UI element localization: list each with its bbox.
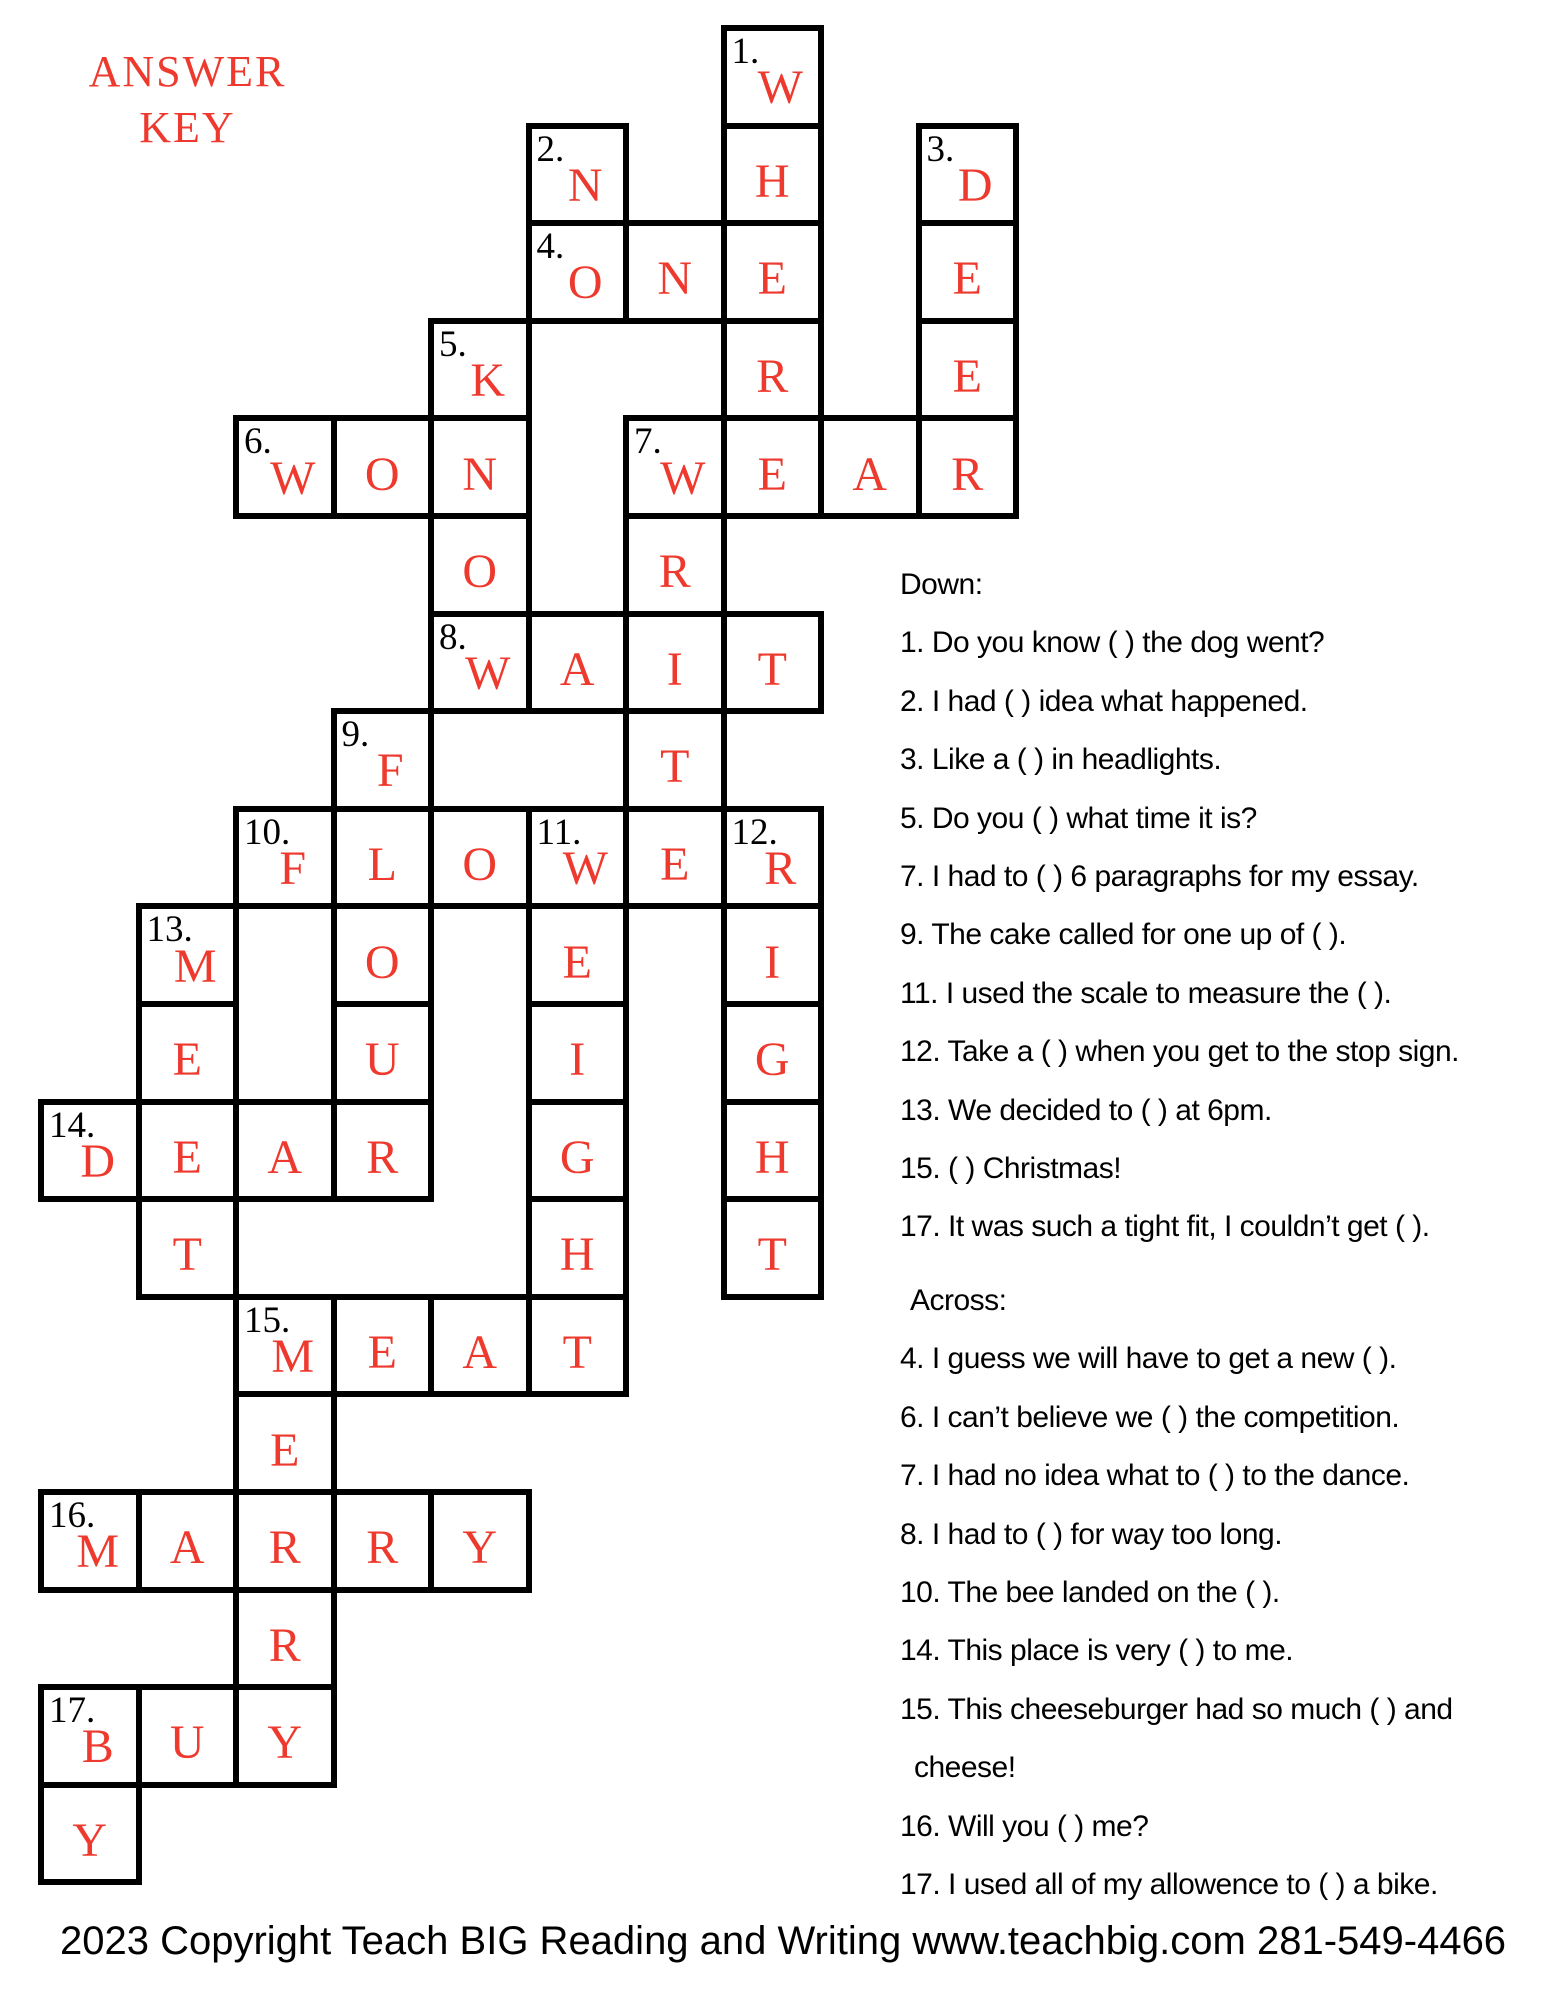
down-header: Down:: [900, 568, 983, 601]
copyright-footer: 2023 Copyright Teach BIG Reading and Writing www.teachbig.com 281-549-4466: [60, 1919, 1507, 1963]
cell-number: 16.: [49, 1495, 96, 1536]
cell-letter: W: [757, 61, 803, 115]
grid-cell: [428, 1489, 532, 1593]
grid-cell: [623, 220, 727, 324]
cell-letter: O: [462, 545, 498, 599]
grid-cell: [428, 611, 532, 715]
cell-letter: E: [757, 447, 787, 501]
cell-letter: D: [80, 1134, 116, 1188]
grid-cell: [233, 1099, 337, 1203]
cell-letter: M: [271, 1330, 315, 1384]
grid-cell: [526, 806, 630, 910]
cell-letter: A: [169, 1521, 205, 1575]
cell-letter: E: [757, 252, 787, 306]
grid-cell: [233, 1391, 337, 1495]
clue-item-down-17: 17. It was such a tight fit, I couldn’t get ( ).: [900, 1210, 1430, 1244]
clue-item-across-8: 8. I had to ( ) for way too long.: [900, 1517, 1283, 1551]
cell-letter: T: [660, 740, 690, 794]
cell-letter: B: [81, 1720, 114, 1774]
cell-number: 17.: [49, 1690, 96, 1732]
cell-letter: Y: [462, 1521, 498, 1575]
cell-letter: N: [567, 158, 603, 212]
grid-cell: [721, 611, 825, 715]
grid-cell: [526, 220, 630, 324]
cell-letter: W: [660, 451, 706, 505]
grid-cell: [526, 903, 630, 1007]
clue-item-across-7: 7. I had no idea what to ( ) to the dance.: [900, 1459, 1410, 1493]
cell-letter: A: [559, 642, 595, 696]
cell-letter: R: [366, 1521, 399, 1575]
cell-number: 4.: [536, 226, 565, 268]
grid-cell: [331, 708, 435, 812]
cell-letter: T: [757, 1228, 787, 1282]
grid-cell: [721, 1001, 825, 1105]
cell-letter: R: [764, 842, 797, 896]
cell-letter: N: [462, 447, 498, 501]
cell-letter: A: [462, 1326, 498, 1380]
cell-number: 10.: [244, 811, 291, 853]
cell-letter: O: [462, 838, 498, 892]
cell-number: 12.: [731, 811, 778, 853]
cell-letter: H: [559, 1228, 595, 1282]
cell-letter: G: [754, 1033, 790, 1087]
cell-letter: R: [268, 1521, 301, 1575]
cell-number: 8.: [439, 616, 467, 658]
grid-cell: [331, 806, 435, 910]
grid-cell: [526, 1099, 630, 1203]
clue-item-down-11: 11. I used the scale to measure the ( ).: [900, 976, 1392, 1010]
grid-cell: [38, 1782, 142, 1886]
cell-letter: T: [562, 1326, 592, 1380]
cell-letter: O: [364, 447, 400, 501]
grid-cell: [721, 806, 825, 910]
grid-cell: [916, 318, 1020, 422]
grid-cell: [721, 903, 825, 1007]
grid-cell: [136, 1099, 240, 1203]
cell-letter: F: [279, 842, 307, 896]
cell-letter: E: [270, 1423, 300, 1477]
clue-item-down-3: 3. Like a ( ) in headlights.: [900, 743, 1222, 777]
clue-item-down-15: 15. ( ) Christmas!: [900, 1152, 1122, 1186]
cell-letter: D: [957, 158, 993, 212]
grid-cell: [428, 318, 532, 422]
grid-cell: [526, 1001, 630, 1105]
grid-cell: [818, 415, 922, 519]
cell-letter: R: [658, 545, 691, 599]
grid-cell: [136, 1684, 240, 1788]
cell-number: 13.: [146, 909, 193, 951]
grid-cell: [38, 1099, 142, 1203]
grid-cell: [916, 220, 1020, 324]
clue-item-across-4: 4. I guess we will have to get a new ( ).: [900, 1342, 1397, 1376]
cell-letter: W: [562, 842, 608, 896]
cell-letter: H: [754, 1130, 790, 1184]
cell-letter: W: [465, 646, 511, 700]
cell-number: 3.: [926, 128, 955, 170]
cell-letter: H: [754, 154, 790, 208]
grid-cell: [721, 1099, 825, 1203]
grid-cell: [623, 708, 727, 812]
clue-item-down-1: 1. Do you know ( ) the dog went?: [900, 626, 1325, 660]
grid-cell: [136, 903, 240, 1007]
grid-cell: [526, 1196, 630, 1300]
clues-down-section: [900, 556, 1545, 1257]
cell-letter: E: [367, 1326, 397, 1380]
clues-across-section: [900, 1272, 1545, 1914]
clue-item-line2: cheese!: [914, 1751, 1016, 1785]
grid-cell: [428, 1294, 532, 1398]
clue-item-across-14: 14. This place is very ( ) to me.: [900, 1634, 1294, 1668]
cell-letter: T: [757, 642, 787, 696]
clue-item-down-9: 9. The cake called for one up of ( ).: [900, 918, 1347, 952]
cell-letter: R: [268, 1618, 301, 1672]
cell-number: 1.: [731, 31, 760, 72]
grid-cell: [233, 806, 337, 910]
grid-cell: [623, 415, 727, 519]
cell-letter: M: [173, 939, 217, 993]
clue-item-across-6: 6. I can’t believe we ( ) the competition.: [900, 1400, 1400, 1434]
grid-cell: [721, 123, 825, 227]
cell-number: 7.: [634, 421, 662, 463]
cell-letter: E: [562, 935, 592, 989]
clue-item-down-13: 13. We decided to ( ) at 6pm.: [900, 1093, 1272, 1127]
across-header: Across:: [910, 1284, 1007, 1317]
cell-letter: I: [666, 642, 683, 696]
cell-letter: R: [756, 350, 789, 404]
grid-cell: [623, 806, 727, 910]
cell-letter: E: [952, 350, 982, 404]
cell-number: 2.: [536, 128, 565, 170]
cell-letter: U: [364, 1033, 400, 1087]
cell-letter: E: [660, 838, 690, 892]
grid-cell: [526, 611, 630, 715]
cell-number: 14.: [49, 1104, 96, 1146]
grid-cell: [623, 611, 727, 715]
clue-item-down-5: 5. Do you ( ) what time it is?: [900, 801, 1257, 835]
cell-letter: F: [376, 744, 404, 798]
cell-letter: I: [764, 935, 781, 989]
clue-item-across-16: 16. Will you ( ) me?: [900, 1809, 1149, 1843]
answer-key-title-line2: KEY: [139, 103, 236, 152]
grid-cell: [233, 1489, 337, 1593]
grid-cell: [331, 415, 435, 519]
cell-letter: A: [852, 447, 888, 501]
grid-cell: [526, 1294, 630, 1398]
grid-cell: [38, 1684, 142, 1788]
grid-cell: [623, 513, 727, 617]
clue-item-across-15: 15. This cheeseburger had so much ( ) and cheese!: [900, 1681, 1545, 1798]
grid-cell: [428, 806, 532, 910]
answer-key-title-line1: ANSWER: [88, 47, 287, 96]
grid-cell: [916, 123, 1020, 227]
grid-cell: [233, 415, 337, 519]
grid-cell: [331, 1099, 435, 1203]
cell-number: 6.: [244, 421, 272, 463]
cell-letter: E: [172, 1033, 202, 1087]
grid-cell: [721, 25, 825, 129]
grid-cell: [233, 1684, 337, 1788]
cell-letter: R: [366, 1130, 399, 1184]
cell-letter: G: [559, 1130, 595, 1184]
grid-cell: [331, 1489, 435, 1593]
grid-cell: [428, 415, 532, 519]
clue-item-across-17: 17. I used all of my allowence to ( ) a bike.: [900, 1868, 1438, 1902]
grid-cell: [916, 415, 1020, 519]
cell-number: 9.: [341, 714, 370, 756]
grid-cell: [526, 123, 630, 227]
clue-item-down-2: 2. I had ( ) idea what happened.: [900, 684, 1308, 718]
grid-cell: [721, 1196, 825, 1300]
clue-item-across-10: 10. The bee landed on the ( ).: [900, 1576, 1280, 1610]
cell-letter: R: [951, 447, 984, 501]
grid-cell: [721, 220, 825, 324]
clue-item-down-12: 12. Take a ( ) when you get to the stop sign.: [900, 1035, 1459, 1069]
cell-letter: O: [567, 256, 603, 310]
grid-cell: [721, 415, 825, 519]
answer-key-title: [55, 44, 320, 156]
cell-letter: W: [270, 451, 316, 505]
grid-cell: [233, 1587, 337, 1691]
cell-letter: L: [367, 838, 397, 892]
cell-letter: U: [169, 1716, 205, 1770]
cell-letter: E: [952, 252, 982, 306]
cell-letter: O: [364, 935, 400, 989]
cell-number: 5.: [439, 323, 467, 365]
cell-number: 15.: [244, 1299, 291, 1341]
cell-letter: E: [172, 1130, 202, 1184]
cell-letter: A: [267, 1130, 303, 1184]
cell-letter: N: [657, 252, 693, 306]
cell-letter: I: [569, 1033, 586, 1087]
cell-letter: Y: [72, 1814, 108, 1868]
cell-letter: Y: [267, 1716, 303, 1770]
grid-cell: [331, 903, 435, 1007]
grid-cell: [721, 318, 825, 422]
grid-cell: [136, 1196, 240, 1300]
grid-cell: [38, 1489, 142, 1593]
grid-cell: [233, 1294, 337, 1398]
grid-cell: [428, 513, 532, 617]
grid-cell: [331, 1001, 435, 1105]
grid-cell: [136, 1001, 240, 1105]
cell-letter: M: [76, 1525, 120, 1579]
cell-number: 11.: [536, 811, 582, 853]
cell-letter: K: [470, 354, 506, 408]
cell-letter: T: [172, 1228, 202, 1282]
clue-item-down-7: 7. I had to ( ) 6 paragraphs for my essay.: [900, 860, 1419, 894]
grid-cell: [136, 1489, 240, 1593]
grid-cell: [331, 1294, 435, 1398]
